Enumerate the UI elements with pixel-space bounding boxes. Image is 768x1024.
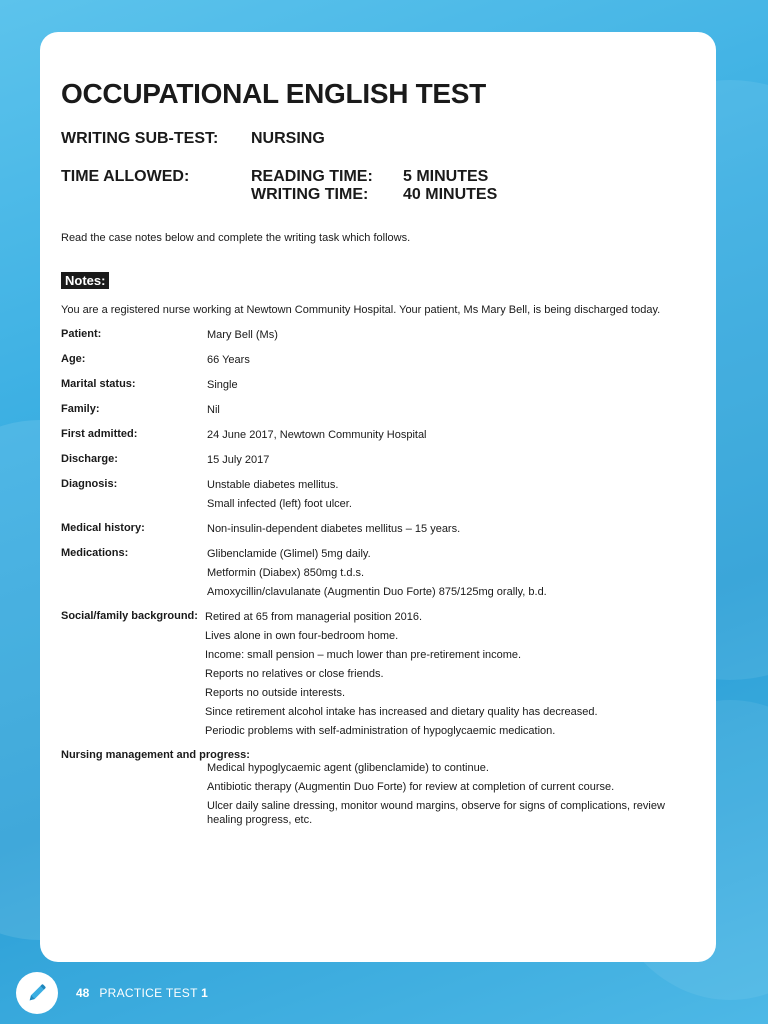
field-diagnosis	[61, 478, 696, 511]
field-line: Ulcer daily saline dressing, monitor wound margins, observe for signs of complications, review healing progress, etc.	[207, 800, 665, 826]
field-line: Medical hypoglycaemic agent (glibenclamide) to continue.	[207, 762, 489, 774]
field-label: Medications:	[61, 547, 129, 559]
field-marital-status	[61, 378, 696, 392]
field-line: Antibiotic therapy (Augmentin Duo Forte) for review at completion of current course.	[207, 781, 615, 793]
field-label: Family:	[61, 403, 100, 415]
time-block	[251, 168, 497, 204]
field-line: Metformin (Diabex) 850mg t.d.s.	[207, 567, 365, 579]
field-value: Non-insulin-dependent diabetes mellitus – 15 years.	[207, 523, 461, 535]
field-nursing-management	[61, 749, 696, 761]
section-number: 1	[201, 986, 209, 1000]
notes-badge: Notes:	[61, 272, 109, 289]
field-first-admitted	[61, 428, 696, 442]
field-label: First admitted:	[61, 428, 138, 440]
reading-time-value: 5 MINUTES	[403, 168, 489, 185]
instruction-text: Read the case notes below and complete the writing task which follows.	[61, 232, 411, 244]
time-allowed-label: TIME ALLOWED:	[61, 168, 190, 185]
field-label: Social/family background:	[61, 610, 198, 622]
writing-time-label: WRITING TIME:	[251, 186, 369, 203]
subtest-label: WRITING SUB-TEST:	[61, 130, 219, 147]
field-line: Lives alone in own four-bedroom home.	[205, 630, 399, 642]
reading-time-label: READING TIME:	[251, 168, 373, 185]
field-line: Amoxycillin/clavulanate (Augmentin Duo Forte) 875/125mg orally, b.d.	[207, 586, 547, 598]
field-line: Periodic problems with self-administration of hypoglycaemic medication.	[205, 725, 556, 737]
field-line: Reports no relatives or close friends.	[205, 668, 384, 680]
field-line: Since retirement alcohol intake has increased and dietary quality has decreased.	[205, 706, 598, 718]
section-text: PRACTICE TEST	[99, 986, 198, 1000]
field-label: Medical history:	[61, 522, 145, 534]
field-label: Age:	[61, 353, 86, 365]
field-value: Single	[207, 379, 238, 391]
field-age	[61, 353, 696, 367]
field-label: Marital status:	[61, 378, 136, 390]
field-social-background	[61, 610, 696, 738]
content-card	[40, 32, 716, 962]
field-value: 15 July 2017	[207, 454, 270, 466]
pencil-icon	[16, 972, 58, 1014]
field-value: 24 June 2017, Newtown Community Hospital	[207, 429, 427, 441]
field-discharge	[61, 453, 696, 467]
subtest-row	[61, 130, 696, 148]
field-medications	[61, 547, 696, 599]
field-label: Diagnosis:	[61, 478, 118, 490]
field-label: Nursing management and progress:	[61, 749, 250, 761]
field-label: Discharge:	[61, 453, 118, 465]
writing-time-value: 40 MINUTES	[403, 186, 498, 203]
field-family	[61, 403, 696, 417]
field-patient	[61, 328, 696, 342]
field-line: Glibenclamide (Glimel) 5mg daily.	[207, 548, 371, 560]
page-footer	[16, 972, 208, 1014]
field-value: 66 Years	[207, 354, 250, 366]
nursing-management-lines	[61, 761, 696, 827]
field-value: Mary Bell (Ms)	[207, 329, 278, 341]
time-allowed-row	[61, 168, 696, 204]
page-title: OCCUPATIONAL ENGLISH TEST	[61, 78, 486, 109]
field-line: Small infected (left) foot ulcer.	[207, 498, 352, 510]
section-label	[99, 986, 208, 1000]
field-value: Nil	[207, 404, 220, 416]
field-line: Unstable diabetes mellitus.	[207, 479, 339, 491]
case-notes	[61, 328, 696, 827]
field-label: Patient:	[61, 328, 102, 340]
subtest-value: NURSING	[251, 130, 325, 147]
field-line: Income: small pension – much lower than pre-retirement income.	[205, 649, 522, 661]
field-line: Reports no outside interests.	[205, 687, 346, 699]
page-number: 48	[76, 986, 90, 1000]
field-line: Retired at 65 from managerial position 2016.	[205, 611, 423, 623]
field-medical-history	[61, 522, 696, 536]
notes-intro: You are a registered nurse working at Newtown Community Hospital. Your patient, Ms Mary Bell, is being discharged today.	[61, 304, 661, 316]
